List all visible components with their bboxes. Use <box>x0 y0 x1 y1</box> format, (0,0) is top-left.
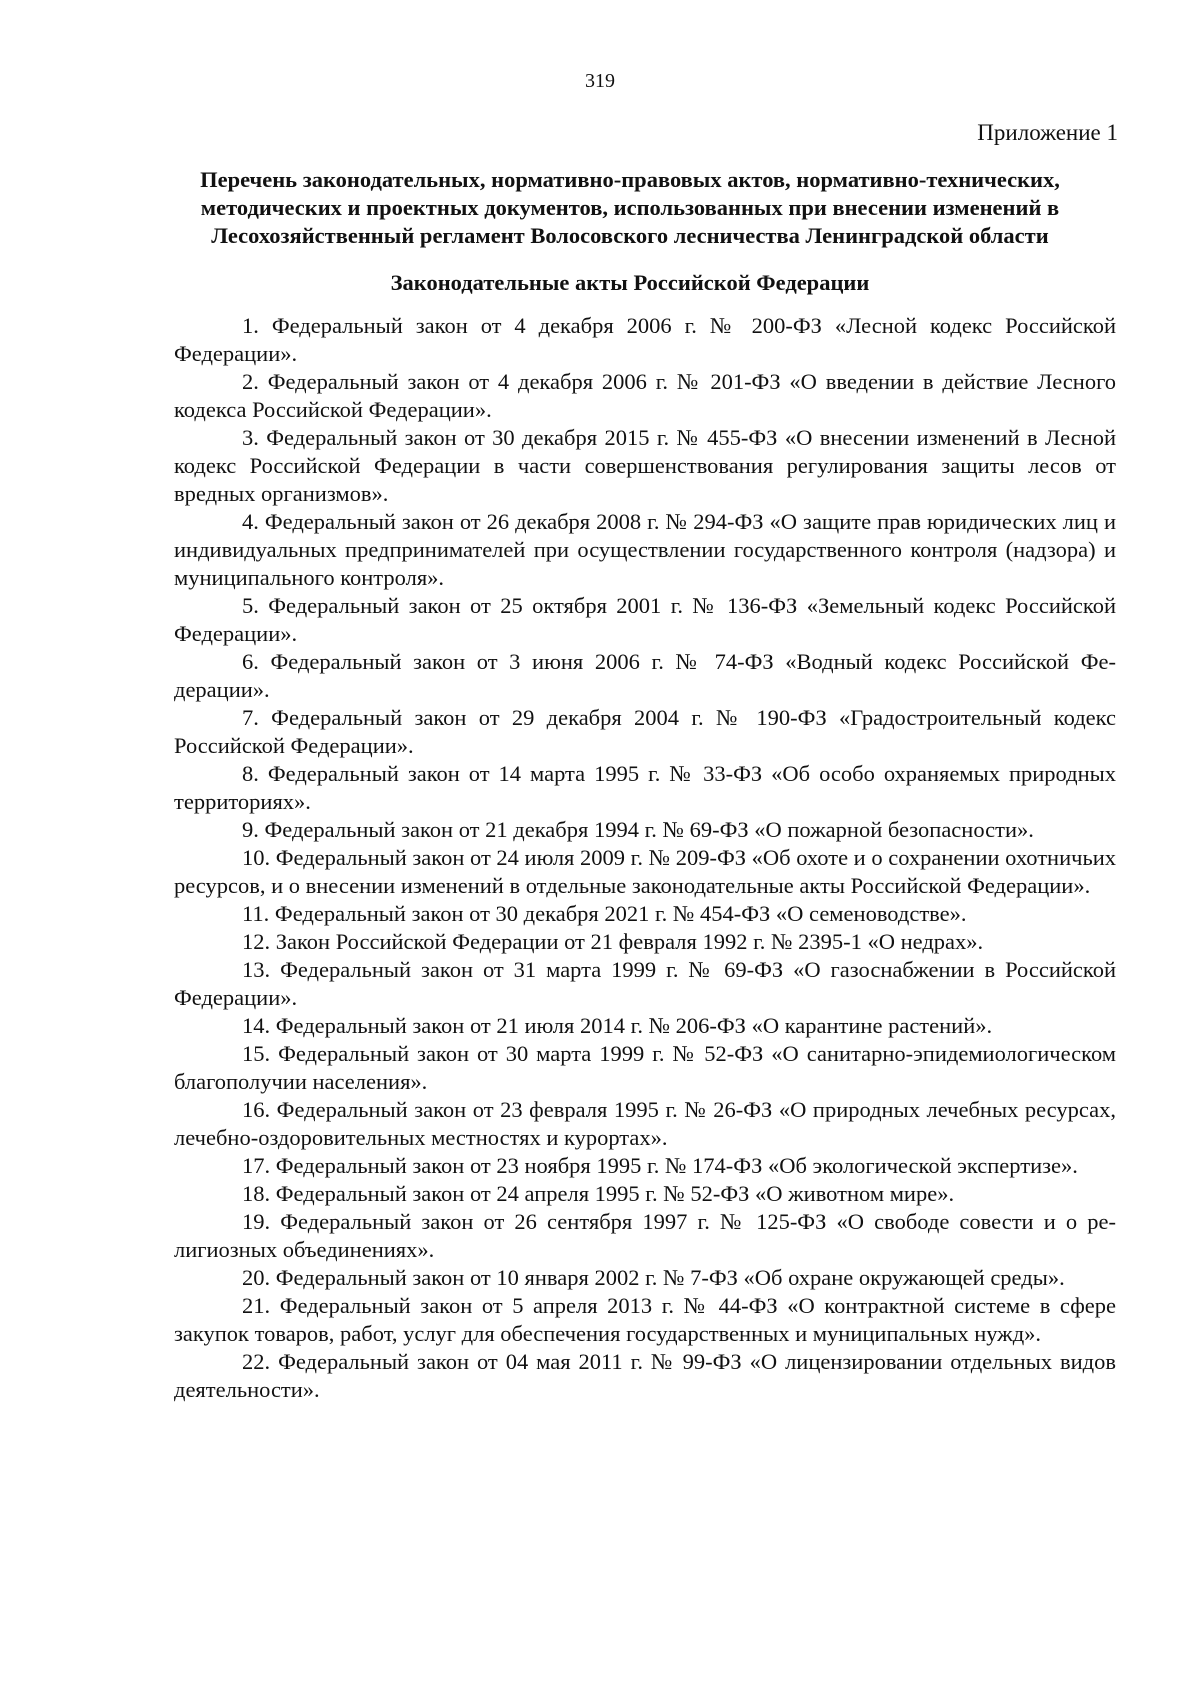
list-item: 3. Федеральный закон от 30 декабря 2015 г. № 455-ФЗ «О внесении изменений в Лесной кодекс Российской Федерации в части совершенствования регулирования защиты лесов от вредных организмов». <box>174 425 1116 506</box>
page-number: 319 <box>585 70 615 92</box>
list-item: 2. Федеральный закон от 4 декабря 2006 г. № 201-ФЗ «О введении в действие Лесного кодекса Российской Федерации». <box>174 369 1116 422</box>
list-item: 19. Федеральный закон от 26 сентября 1997 г. № 125-ФЗ «О свободе совести и о религиозных объединениях». <box>174 1209 1116 1262</box>
list-item: 17. Федеральный закон от 23 ноября 1995 г. № 174-ФЗ «Об экологической экспертизе». <box>242 1153 1078 1178</box>
title-line: Перечень законодательных, нормативно-правовых актов, нормативно-технических, <box>200 167 1060 192</box>
list-item: 10. Федеральный закон от 24 июля 2009 г. № 209-ФЗ «Об охоте и о сохранении охотничьих ресурсов, и о внесении изменений в отдельные законодательные акты Российской Федерации». <box>174 845 1116 898</box>
document-title <box>160 166 1100 250</box>
list-item: 22. Федеральный закон от 04 мая 2011 г. № 99-ФЗ «О лицензировании отдельных видов деятельности». <box>174 1349 1116 1402</box>
title-line: методических и проектных документов, использованных при внесении изменений в <box>200 195 1060 220</box>
list-item: 13. Федеральный закон от 31 марта 1999 г. № 69-ФЗ «О газоснабжении в Российской Федерации». <box>174 957 1116 1010</box>
list-item: 12. Закон Российской Федерации от 21 февраля 1992 г. № 2395-1 «О недрах». <box>242 929 984 954</box>
list-item: 20. Федеральный закон от 10 января 2002 г. № 7-ФЗ «Об охране окружающей среды». <box>242 1265 1065 1290</box>
list-item: 1. Федеральный закон от 4 декабря 2006 г. № 200-ФЗ «Лесной кодекс Российской Федерации». <box>174 313 1116 366</box>
list-item: 5. Федеральный закон от 25 октября 2001 г. № 136-ФЗ «Земельный кодекс Российской Федерации». <box>174 593 1116 646</box>
title-line: Лесохозяйственный регламент Волосовского лесничества Ленинградской области <box>211 223 1049 248</box>
appendix-label: Приложение 1 <box>977 120 1118 145</box>
list-item: 11. Федеральный закон от 30 декабря 2021 г. № 454-ФЗ «О семеноводстве». <box>242 901 967 926</box>
legislation-list <box>174 312 1116 1404</box>
list-item: 16. Федеральный закон от 23 февраля 1995 г. № 26-ФЗ «О природных лечебных ресурсах, лечебно-оздоровительных местностях и курортах». <box>174 1097 1116 1150</box>
list-item: 9. Федеральный закон от 21 декабря 1994 г. № 69-ФЗ «О пожарной безопасности». <box>242 817 1034 842</box>
list-item: 18. Федеральный закон от 24 апреля 1995 г. № 52-ФЗ «О животном мире». <box>242 1181 955 1206</box>
list-item: 8. Федеральный закон от 14 марта 1995 г. № 33-ФЗ «Об особо охраняемых природных территориях». <box>174 761 1116 814</box>
list-item: 15. Федеральный закон от 30 марта 1999 г. № 52-ФЗ «О санитарно-эпидемиологическом благополучии населения». <box>174 1041 1116 1094</box>
list-item: 7. Федеральный закон от 29 декабря 2004 г. № 190-ФЗ «Градостроительный кодекс Российской Федерации». <box>174 705 1116 758</box>
section-heading: Законодательные акты Российской Федерации <box>390 270 870 295</box>
list-item: 4. Федеральный закон от 26 декабря 2008 г. № 294-ФЗ «О защите прав юридических лиц и индивидуальных предпринимателей при осуществлении государственного контроля (надзора) и муниципального контроля». <box>174 509 1116 590</box>
list-item: 21. Федеральный закон от 5 апреля 2013 г. № 44-ФЗ «О контрактной системе в сфере закупок товаров, работ, услуг для обеспечения государственных и муниципальных нужд». <box>174 1293 1116 1346</box>
list-item: 6. Федеральный закон от 3 июня 2006 г. № 74-ФЗ «Водный кодекс Российской Федерации». <box>174 649 1116 702</box>
list-item: 14. Федеральный закон от 21 июля 2014 г. № 206-ФЗ «О карантине растений». <box>242 1013 993 1038</box>
